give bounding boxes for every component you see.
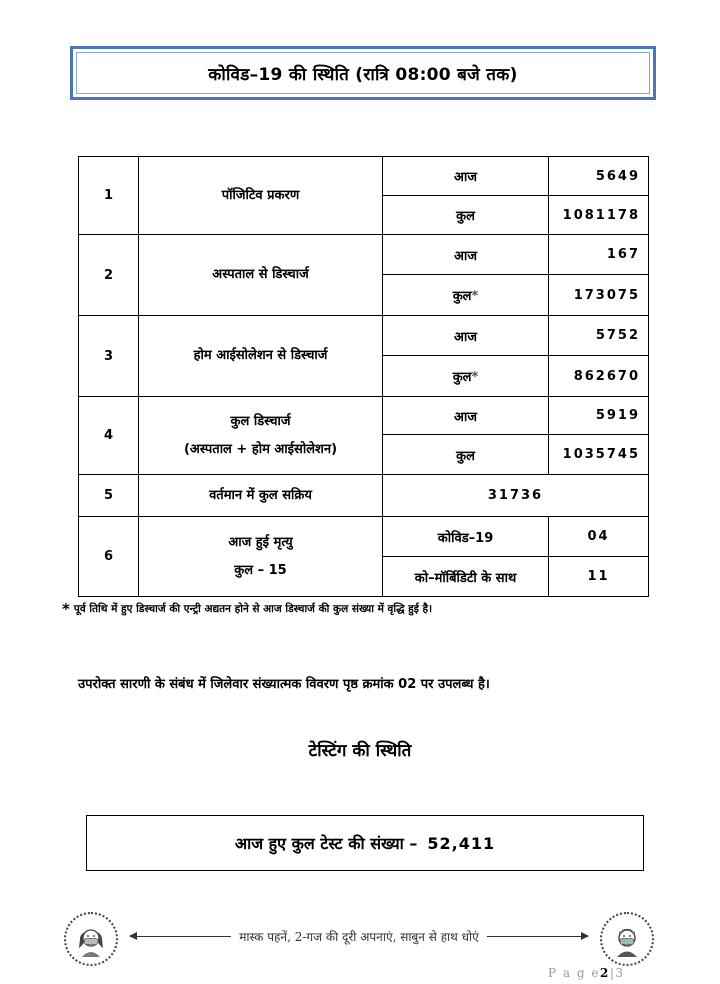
total-value: 862670 xyxy=(549,356,649,397)
asterisk-mark: * xyxy=(471,370,479,385)
total-label: कुल xyxy=(383,196,549,235)
total-label: कुल xyxy=(383,435,549,475)
total-label: कुल* xyxy=(383,275,549,316)
today-label: आज xyxy=(383,397,549,435)
row-number: 5 xyxy=(79,475,139,517)
row-name-line1: कुल डिस्चार्ज xyxy=(230,413,291,429)
row-name: अस्पताल से डिस्चार्ज xyxy=(139,235,383,316)
table-row xyxy=(79,517,649,557)
footnote-text: पूर्व तिथि में हुए डिस्चार्ज की एन्ट्री अद्यतन होने से आज डिस्चार्ज की कुल संख्या में वृद्धि हुई है। xyxy=(73,603,433,615)
safety-banner xyxy=(64,912,654,968)
footnote-marker: * xyxy=(62,600,70,618)
row-name: पॉजिटिव प्रकरण xyxy=(139,157,383,235)
reference-text: उपरोक्त सारणी के संबंध में जिलेवार संख्यात्मक विवरण पृष्ठ क्रमांक 02 पर उपलब्ध है। xyxy=(78,677,490,692)
row-name xyxy=(139,517,383,597)
row-number: 6 xyxy=(79,517,139,597)
comorbid-death-value: 11 xyxy=(549,557,649,597)
total-value: 1081178 xyxy=(549,196,649,235)
banner-text: मास्क पहनें, 2-गज की दूरी अपनाएं, साबुन से हाथ धोएं xyxy=(239,930,479,944)
today-label: आज xyxy=(383,157,549,196)
row-name: होम आईसोलेशन से डिस्चार्ज xyxy=(139,316,383,397)
covid-status-table xyxy=(78,156,649,597)
page-number: P a g e2|3 xyxy=(548,966,625,980)
active-value: 31736 xyxy=(383,475,649,517)
row-number: 1 xyxy=(79,157,139,235)
covid-death-label: कोविड–19 xyxy=(383,517,549,557)
test-count-value: 52,411 xyxy=(427,833,496,853)
man-mask-icon xyxy=(600,912,654,966)
today-value: 5919 xyxy=(549,397,649,435)
table-row xyxy=(79,475,649,517)
testing-heading: टेस्टिंग की स्थिति xyxy=(308,741,412,761)
row-name-line2: कुल – 15 xyxy=(234,562,287,578)
test-count-label: आज हुए कुल टेस्ट की संख्या – xyxy=(234,834,418,853)
table-row xyxy=(79,157,649,196)
woman-mask-icon xyxy=(64,912,118,966)
today-value: 5752 xyxy=(549,316,649,356)
banner-message xyxy=(130,928,588,945)
today-label: आज xyxy=(383,316,549,356)
total-value: 173075 xyxy=(549,275,649,316)
title-box xyxy=(70,46,656,100)
today-value: 167 xyxy=(549,235,649,275)
row-name xyxy=(139,397,383,475)
row-number: 4 xyxy=(79,397,139,475)
table-row xyxy=(79,316,649,356)
footnote xyxy=(62,600,682,618)
row-name: वर्तमान में कुल सक्रिय xyxy=(139,475,383,517)
table-row xyxy=(79,235,649,275)
row-number: 3 xyxy=(79,316,139,397)
today-label: आज xyxy=(383,235,549,275)
page-title: कोविड–19 की स्थिति (रात्रि 08:00 बजे तक) xyxy=(76,52,650,94)
row-name-line2: (अस्पताल + होम आईसोलेशन) xyxy=(183,441,338,457)
right-arrow-icon xyxy=(487,936,588,937)
row-name-line1: आज हुई मृत्यु xyxy=(228,534,293,550)
row-number: 2 xyxy=(79,235,139,316)
asterisk-mark: * xyxy=(471,289,479,304)
comorbid-death-label: को–मॉर्बिडिटी के साथ xyxy=(383,557,549,597)
table-row xyxy=(79,397,649,435)
left-arrow-icon xyxy=(130,936,231,937)
covid-death-value: 04 xyxy=(549,517,649,557)
total-value: 1035745 xyxy=(549,435,649,475)
test-count-box xyxy=(86,815,644,871)
today-value: 5649 xyxy=(549,157,649,196)
total-label: कुल* xyxy=(383,356,549,397)
